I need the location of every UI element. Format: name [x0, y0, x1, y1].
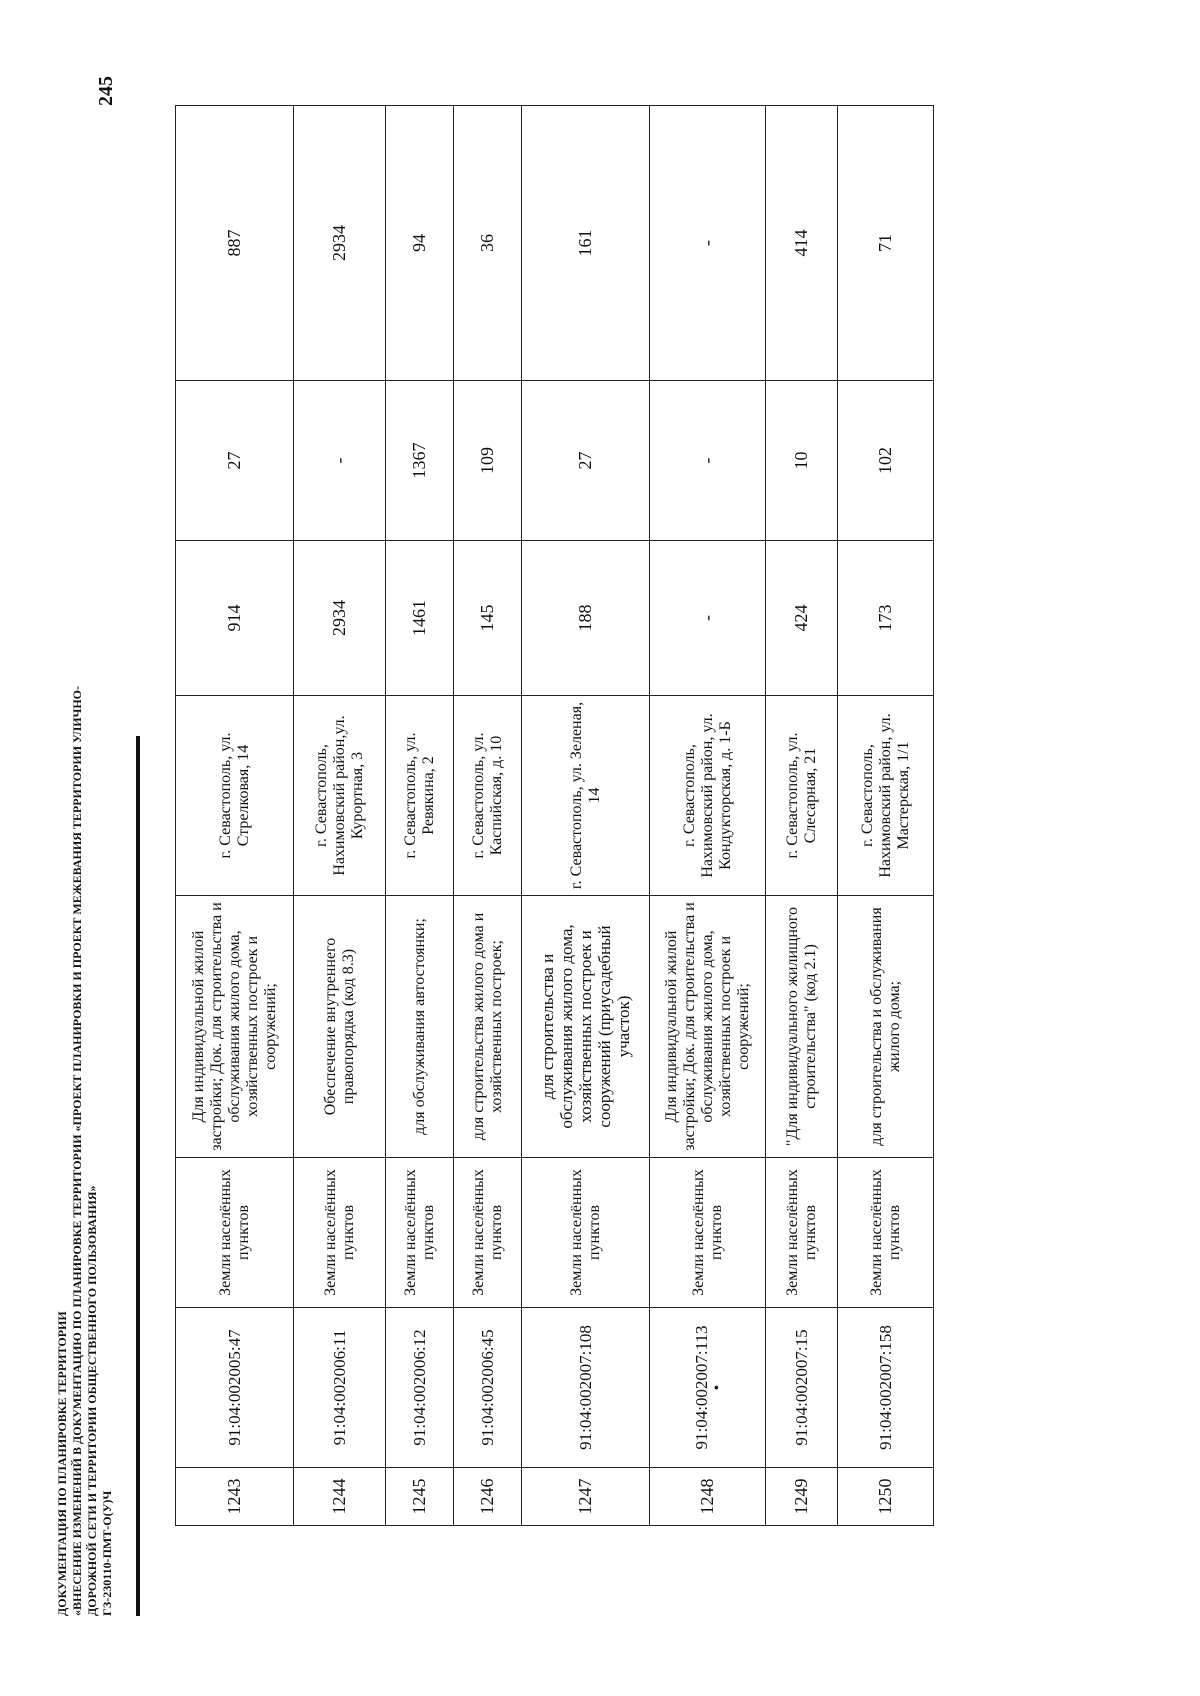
row-number: 1246: [454, 1468, 522, 1526]
area-remaining: 71: [838, 106, 934, 381]
table-row: [650, 106, 766, 1526]
land-category: Земли населённых пунктов: [176, 1158, 294, 1308]
table-row: [522, 106, 650, 1526]
land-category: Земли населённых пунктов: [386, 1158, 454, 1308]
area-total: 914: [176, 541, 294, 696]
permitted-use: Обеспечение внутреннего правопорядка (код 8.3): [294, 896, 386, 1158]
permitted-use: Для индивидуальной жилой застройки; Док. для строительства и обслуживания жилого дома, хозяйственных построек и сооружений;: [176, 896, 294, 1158]
land-category: Земли населённых пунктов: [454, 1158, 522, 1308]
cadastral-text: 91:04:002007:108: [576, 1325, 595, 1450]
area-withdrawn: 10: [766, 381, 838, 541]
header-line-3: ДОРОЖНОЙ СЕТИ И ТЕРРИТОРИИ ОБЩЕСТВЕННОГО ПОЛЬЗОВАНИЯ»: [85, 1185, 99, 1616]
area-total: 1461: [386, 541, 454, 696]
permitted-use: для обслуживания автостоянки;: [386, 896, 454, 1158]
table-row: [766, 106, 838, 1526]
cadastral-number: [386, 1308, 454, 1468]
table-row: [454, 106, 522, 1526]
cadastral-number: [294, 1308, 386, 1468]
land-category: Земли населённых пунктов: [294, 1158, 386, 1308]
area-withdrawn: -: [650, 381, 766, 541]
area-withdrawn: 1367: [386, 381, 454, 541]
page-number: 245: [95, 76, 117, 106]
document-header: [55, 96, 115, 1616]
land-category: Земли населённых пунктов: [838, 1158, 934, 1308]
area-remaining: 36: [454, 106, 522, 381]
land-category: Земли населённых пунктов: [766, 1158, 838, 1308]
cadastral-text: 91:04:002006:12: [410, 1329, 429, 1446]
cadastral-text: 91:04:002007:113: [692, 1325, 711, 1450]
address: г. Севастополь, ул. Зеленая, 14: [522, 696, 650, 896]
area-total: 424: [766, 541, 838, 696]
area-total: 188: [522, 541, 650, 696]
cadastral-text: 91:04:002007:158: [876, 1325, 895, 1450]
row-number: 1247: [522, 1468, 650, 1526]
row-number: 1249: [766, 1468, 838, 1526]
cadastral-number: [176, 1308, 294, 1468]
cadastral-text: 91:04:002007:15: [792, 1329, 811, 1446]
table-row: [838, 106, 934, 1526]
address: г. Севастополь, Нахимовский район, ул. Кондукторская, д. 1-Б: [650, 696, 766, 896]
permitted-use: "Для индивидуального жилищного строительства" (код 2.1): [766, 896, 838, 1158]
cadastral-text: 91:04:002006:11: [330, 1329, 349, 1446]
area-withdrawn: 102: [838, 381, 934, 541]
cadastral-number: [650, 1308, 766, 1468]
land-category: Земли населённых пунктов: [522, 1158, 650, 1308]
address: г. Севастополь, ул. Каспийская, д. 10: [454, 696, 522, 896]
permitted-use: для строительства и обслуживания жилого дома, хозяйственных построек и сооружений (приусадебный участок): [522, 896, 650, 1158]
row-number: 1245: [386, 1468, 454, 1526]
address: г. Севастополь, Нахимовский район, ул. Мастерская, 1/1: [838, 696, 934, 896]
area-withdrawn: 109: [454, 381, 522, 541]
area-total: 173: [838, 541, 934, 696]
area-total: 145: [454, 541, 522, 696]
address: г. Севастополь, Нахимовский район,ул. Курортная, 3: [294, 696, 386, 896]
header-divider: [136, 736, 140, 1616]
permitted-use: для строительства и обслуживания жилого дома;: [838, 896, 934, 1158]
cadastral-number: [766, 1308, 838, 1468]
area-withdrawn: -: [294, 381, 386, 541]
area-remaining: 161: [522, 106, 650, 381]
area-total: -: [650, 541, 766, 696]
address: г. Севастополь, ул. Слесарная, 21: [766, 696, 838, 896]
area-total: 2934: [294, 541, 386, 696]
area-remaining: -: [650, 106, 766, 381]
area-withdrawn: 27: [522, 381, 650, 541]
row-number: 1250: [838, 1468, 934, 1526]
land-category: Земли населённых пунктов: [650, 1158, 766, 1308]
address: г. Севастополь, ул. Стрелковая, 14: [176, 696, 294, 896]
area-remaining: 887: [176, 106, 294, 381]
land-plots-table: [175, 105, 934, 1526]
area-remaining: 414: [766, 106, 838, 381]
row-number: 1244: [294, 1468, 386, 1526]
area-withdrawn: 27: [176, 381, 294, 541]
row-number: 1243: [176, 1468, 294, 1526]
address: г. Севастополь, ул. Ревякина, 2: [386, 696, 454, 896]
permitted-use: Для индивидуальной жилой застройки; Док. для строительства и обслуживания жилого дома, хозяйственных построек и сооружений;: [650, 896, 766, 1158]
header-line-1: ДОКУМЕНТАЦИЯ ПО ПЛАНИРОВКЕ ТЕРРИТОРИИ: [55, 1311, 69, 1616]
area-remaining: 94: [386, 106, 454, 381]
header-line-4: ГЗ-230110-ПМТ-О(У)Ч: [100, 1490, 114, 1616]
table-row: [176, 106, 294, 1526]
cadastral-number: [838, 1308, 934, 1468]
header-line-2: «ВНЕСЕНИЕ ИЗМЕНЕНИЙ В ДОКУМЕНТАЦИЮ ПО ПЛАНИРОВКЕ ТЕРРИТОРИИ «ПРОЕКТ ПЛАНИРОВКИ И ПРОЕКТ МЕЖЕВАНИЯ ТЕРРИТОРИИ УЛИЧНО-: [70, 685, 84, 1616]
cadastral-number: [454, 1308, 522, 1468]
table-row: [294, 106, 386, 1526]
cadastral-text: 91:04:002006:45: [478, 1329, 497, 1446]
cadastral-text: 91:04:002005:47: [225, 1329, 244, 1446]
cadastral-number: [522, 1308, 650, 1468]
permitted-use: для строительства жилого дома и хозяйственных построек;: [454, 896, 522, 1158]
bullet-mark: •: [709, 1384, 726, 1391]
area-remaining: 2934: [294, 106, 386, 381]
table-row: [386, 106, 454, 1526]
row-number: 1248: [650, 1468, 766, 1526]
